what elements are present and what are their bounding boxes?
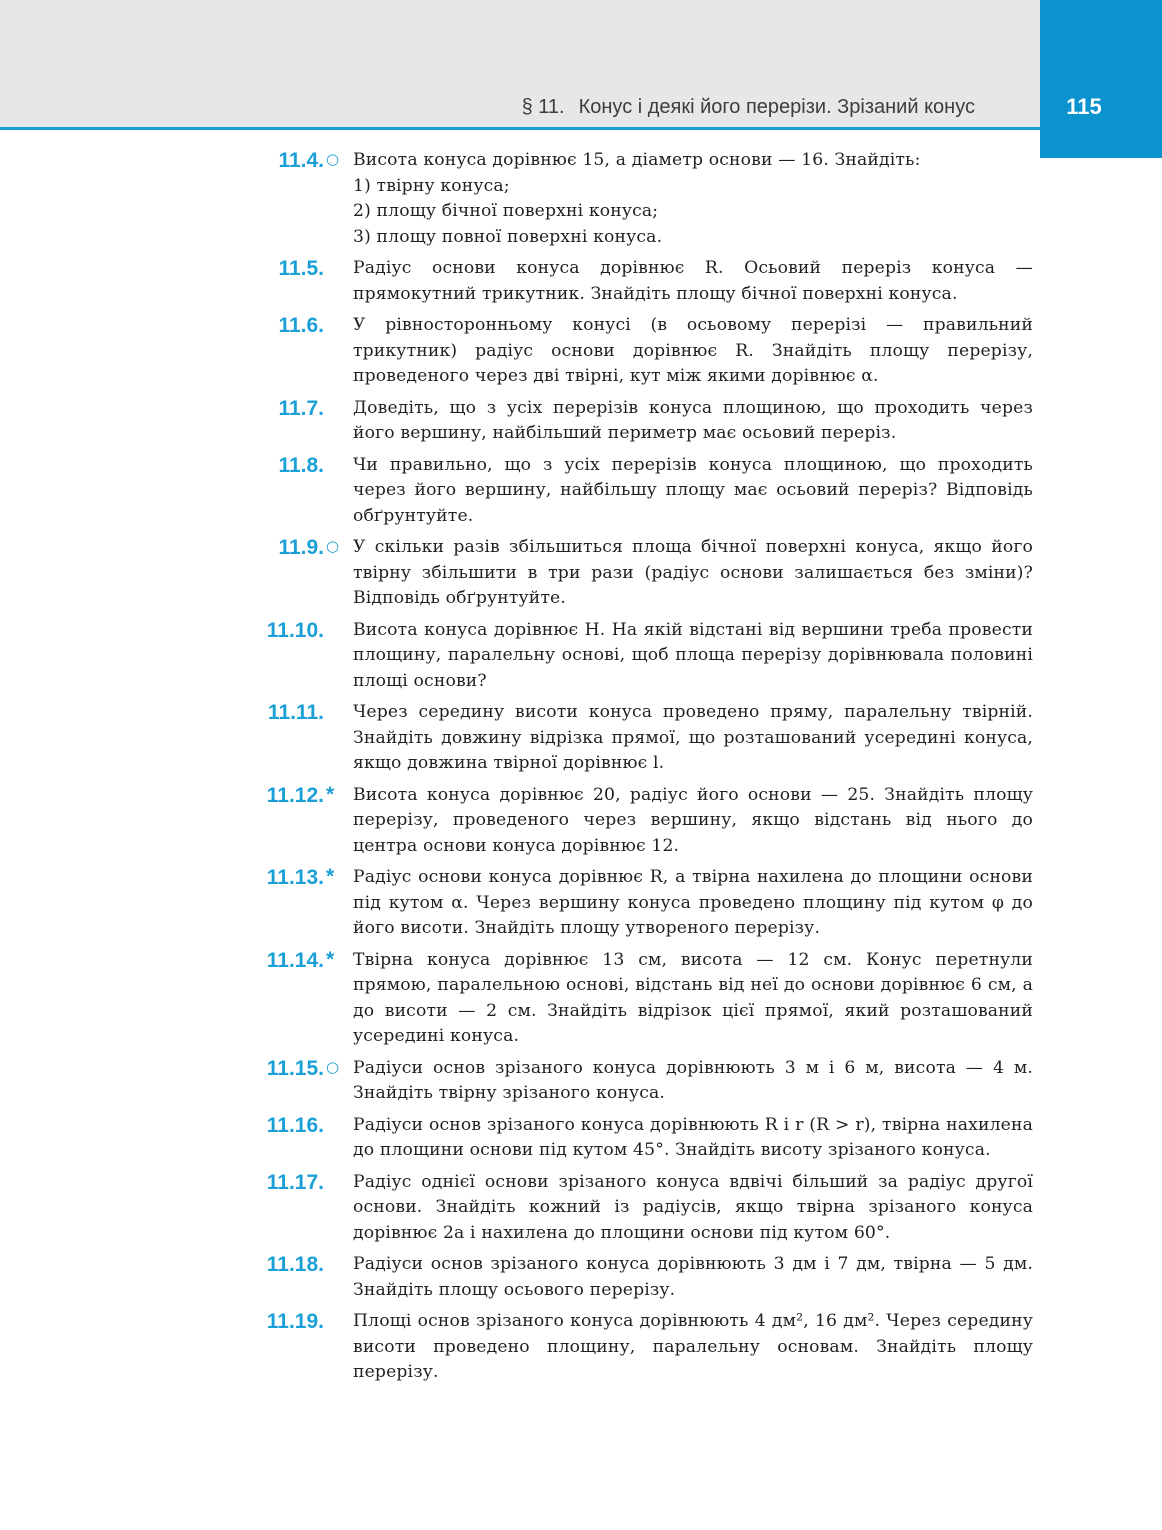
problem-line: Висота конуса дорівнює 15, а діаметр основи — 16. Знайдіть: [353,150,921,170]
problem-line: Доведіть, що з усіх перерізів конуса площиною, що проходить через його вершину, найбільший периметр має осьовий переріз. [353,397,1033,443]
problem-text [353,148,1033,250]
problem-number: 11.10. [266,618,324,642]
difficulty-circle-mark: ○ [326,1057,340,1076]
problem-item [0,396,1162,447]
problem-text [353,783,1033,860]
problem-item [0,1056,1162,1107]
problem-item [0,865,1162,942]
problem-line: У рівносторонньому конусі (в осьовому перерізі — правильний трикутник) радіус основи дорівнює R. Знайдіть площу перерізу, проведеного через дві твірні, кут між якими дорівнює α. [353,315,1033,386]
problem-number: 11.15. [266,1056,324,1080]
problem-line: Радіус основи конуса дорівнює R, а твірна нахилена до площини основи під кутом α. Через вершину конуса проведено площину під кутом φ до його висоти. Знайдіть площу утвореного перерізу. [353,867,1033,938]
problem-number: 11.8. [278,453,324,477]
problem-number: 11.18. [266,1253,324,1276]
problem-text [353,313,1033,390]
problem-line: Висота конуса дорівнює 20, радіус його основи — 25. Знайдіть площу перерізу, проведеного через вершину, якщо відстань від нього до центра основи конуса дорівнює 12. [353,784,1033,856]
problem-number: 11.11. [267,701,324,724]
problem-item [0,535,1162,612]
problem-line: Радіус однієї основи зрізаного конуса вдвічі більший за радіус другої основи. Знайдіть кожний із радіусів, якщо твірна зрізаного конуса дорівнює 2a і нахилена до площини основи під кутом 60°. [353,1171,1033,1243]
section-number: § 11. [521,96,565,118]
page-number: 115 [1066,94,1102,119]
problem-number: 11.19. [266,1310,324,1333]
problem-text [353,1113,1033,1164]
problem-number: 11.16. [266,1113,324,1137]
problem-item [0,453,1162,530]
problem-item [0,1113,1162,1164]
problem-text [353,396,1033,447]
problem-item [0,148,1162,250]
difficulty-circle-mark: ○ [326,150,340,168]
problem-number: 11.4. [278,149,324,172]
problem-line: Твірна конуса дорівнює 13 см, висота — 12 см. Конус перетнули прямою, паралельною основі, відстань від неї до основи дорівнює 6 см, а до висоти — 2 см. Знайдіть відрізок цієї прямої, який розташований усередині конуса. [353,949,1033,1046]
problem-line: Радіус основи конуса дорівнює R. Осьовий переріз конуса — прямокутний трикутник. Знайдіть площу бічної поверхні конуса. [353,258,1033,304]
problem-text [353,1056,1033,1107]
problem-item [0,256,1162,307]
problem-item [0,1309,1162,1386]
problem-item [0,1252,1162,1303]
problem-line: У скільки разів збільшиться площа бічної поверхні конуса, якщо його твірну збільшити в три рази (радіус основи залишається без зміни)? Відповідь обґрунтуйте. [353,537,1033,608]
problem-text [353,1309,1033,1386]
problem-item [0,618,1162,695]
problem-number: 11.5. [278,257,324,280]
problem-line: Радіуси основ зрізаного конуса дорівнюють R і r (R > r), твірна нахилена до площини основи під кутом 45°. Знайдіть висоту зрізаного конуса. [353,1114,1033,1160]
problem-number: 11.9. [278,536,324,559]
difficulty-star-mark: * [326,865,335,888]
problem-text [353,700,1033,777]
difficulty-star-mark: * [326,782,335,806]
problem-line: Через середину висоти конуса проведено пряму, паралельну твірній. Знайдіть довжину відрізка прямої, що розташований усередині конуса, якщо довжина твірної дорівнює l. [353,702,1033,773]
section-title: Конус і деякі його перерізи. Зрізаний конус [578,96,975,118]
problem-item [0,313,1162,390]
page-number-tab [1040,0,1162,158]
problem-text [353,256,1033,307]
problem-text [353,865,1033,942]
problem-line: 2) площу бічної поверхні конуса; [353,201,659,221]
problem-number: 11.13. [266,866,324,889]
difficulty-circle-mark: ○ [326,537,340,555]
problem-line: Радіуси основ зрізаного конуса дорівнюють 3 м і 6 м, висота — 4 м. Знайдіть твірну зрізаного конуса. [353,1057,1033,1103]
problem-item [0,948,1162,1050]
problem-line: Площі основ зрізаного конуса дорівнюють 4 дм², 16 дм². Через середину висоти проведено площину, паралельну основам. Знайдіть площу перерізу. [353,1311,1033,1382]
problem-number: 11.7. [278,396,324,420]
difficulty-star-mark: * [326,947,335,971]
problem-text [353,453,1033,530]
problem-number: 11.14. [266,948,324,972]
problem-number: 11.17. [266,1170,324,1194]
problem-item [0,700,1162,777]
problem-list [0,148,1162,1392]
problem-text [353,618,1033,695]
problem-text [353,535,1033,612]
problem-number: 11.12. [266,783,324,807]
problem-line: Висота конуса дорівнює H. На якій відстані від вершини треба провести площину, паралельну основі, щоб площа перерізу дорівнювала половині площі основи? [353,619,1033,691]
problem-line: 1) твірну конуса; [353,175,510,196]
problem-text [353,1170,1033,1247]
problem-line: 3) площу повної поверхні конуса. [353,226,663,247]
problem-line: Чи правильно, що з усіх перерізів конуса площиною, що проходить через його вершину, найбільшу площу має осьовий переріз? Відповідь обґрунтуйте. [353,454,1033,526]
header-rule [0,127,1040,130]
problem-line: Радіуси основ зрізаного конуса дорівнюють 3 дм і 7 дм, твірна — 5 дм. Знайдіть площу осьового перерізу. [353,1254,1033,1300]
running-head [522,96,975,119]
problem-text [353,948,1033,1050]
problem-text [353,1252,1033,1303]
problem-item [0,1170,1162,1247]
problem-item [0,783,1162,860]
problem-number: 11.6. [278,314,324,337]
